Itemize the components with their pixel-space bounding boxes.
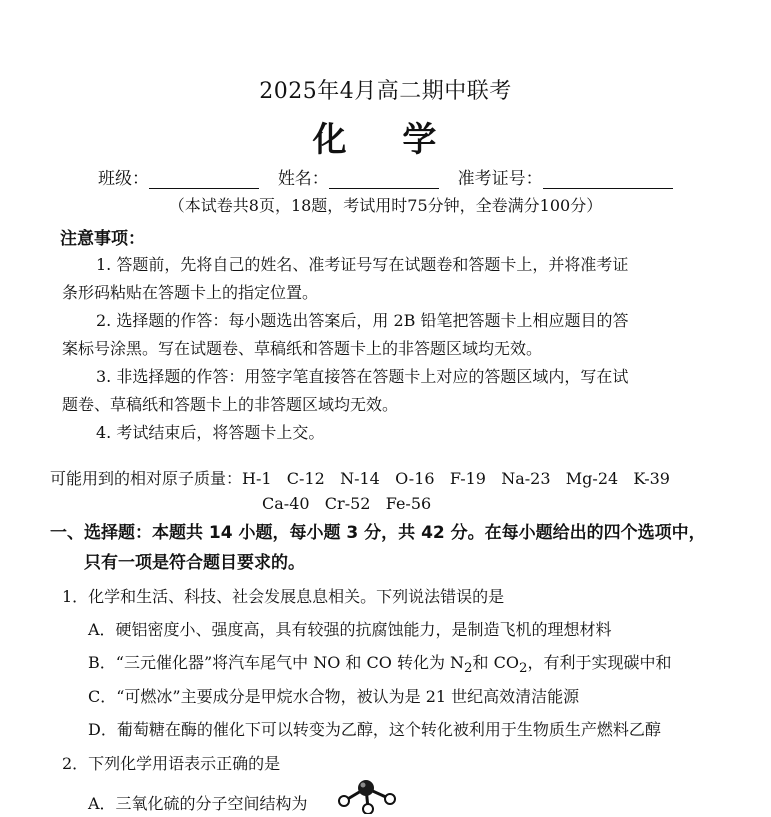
name-blank [329,170,439,189]
note-line: 案标号涂黑。写在试题卷、草稿纸和答题卡上的非答题区域均无效。 [62,339,543,358]
option-a: A．三氧化硫的分子空间结构为 [88,794,308,813]
ticket-blank [543,170,673,189]
class-blank [149,170,259,189]
subscript: 2 [518,661,528,677]
question-stem: 1．化学和生活、科技、社会发展息息相关。下列说法错误的是 [62,587,505,606]
option-c: C．“可燃冰”主要成分是甲烷水合物，被认为是 21 世纪高效清洁能源 [88,687,580,706]
option-b-text: 和 CO [472,653,519,672]
note-line: 2. 选择题的作答：每小题选出答案后，用 2B 铅笔把答题卡上相应题目的答 [96,311,629,330]
atomic-masses-line: Ca-40 Cr-52 Fe-56 [262,494,432,513]
exam-info-note: （本试卷共8页，18题，考试用时75分钟，全卷满分100分） [168,196,603,215]
name-label: 姓名： [277,169,329,189]
student-info-row [98,164,673,189]
class-label: 班级： [98,169,149,189]
note-line: 条形码粘贴在答题卡上的指定位置。 [62,283,319,302]
ticket-label: 准考证号： [457,169,543,189]
option-b [88,650,671,676]
subscript: 2 [464,661,473,677]
note-line: 3. 非选择题的作答：用签字笔直接答在答题卡上对应的答题区域内，写在试 [96,367,629,386]
option-a: A．硬铝密度小、强度高，具有较强的抗腐蚀能力，是制造飞机的理想材料 [88,620,612,639]
molecule-model-icon [332,778,402,814]
section-heading: 只有一项是符合题目要求的。 [84,553,305,573]
note-line: 题卷、草稿纸和答题卡上的非答题区域均无效。 [62,395,399,414]
note-line: 4. 考试结束后，将答题卡上交。 [96,423,325,442]
note-line: 1. 答题前，先将自己的姓名、准考证号写在试题卷和答题卡上，并将准考证 [96,255,629,274]
option-b-text: ，有利于实现碳中和 [527,653,672,672]
subject-title: 化 学 [312,120,459,160]
exam-title: 2025年4月高二期中联考 [259,79,512,104]
question-stem: 2．下列化学用语表示正确的是 [62,754,281,773]
option-d: D．葡萄糖在酶的催化下可以转变为乙醇，这个转化被利用于生物质生产燃料乙醇 [88,720,661,739]
option-b-text: B．“三元催化器”将汽车尾气中 NO 和 CO 转化为 N [88,653,465,672]
section-heading: 一、选择题：本题共 14 小题，每小题 3 分，共 42 分。在每小题给出的四个选项中， [50,523,706,543]
atomic-masses-line: 可能用到的相对原子质量：H-1 C-12 N-14 O-16 F-19 Na-23 Mg-24 K-39 [50,469,670,488]
notes-heading: 注意事项： [60,229,145,249]
